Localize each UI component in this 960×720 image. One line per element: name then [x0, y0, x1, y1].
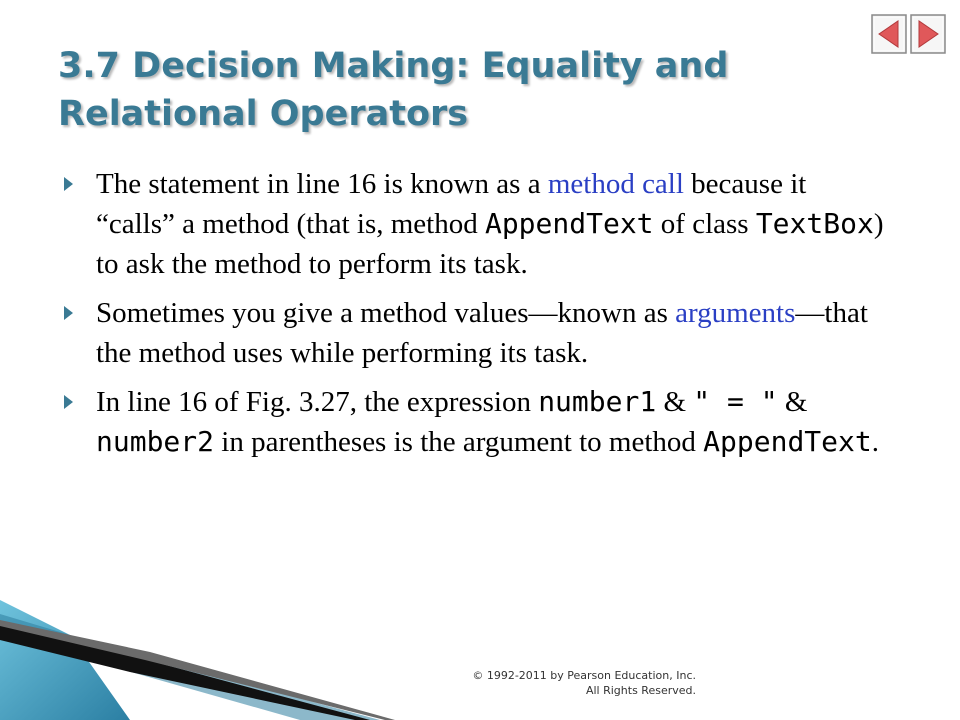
bullet-item [60, 293, 890, 373]
code-appendtext: AppendText [484, 207, 654, 240]
bullet-text: & [656, 386, 694, 418]
bullet-item [60, 382, 890, 462]
copyright-notice [420, 668, 696, 698]
bullet-text: In line 16 of Fig. 3.27, the expression [96, 386, 539, 418]
title-line-2: Relational Operators [58, 94, 469, 134]
copyright-line-1: © 1992-2011 by Pearson Education, Inc. [472, 669, 696, 682]
bullet-text: ) to ask the method to perform its task. [96, 208, 884, 280]
code-number2: number2 [96, 425, 215, 458]
bullet-item [60, 164, 890, 284]
bullet-text: . [871, 426, 879, 458]
term-method-call: method call [547, 168, 684, 200]
left-triangle-icon [871, 14, 907, 54]
bullet-text: because it “calls” a method (that is, method [96, 168, 807, 240]
slide-title [58, 42, 858, 138]
previous-slide-button[interactable] [871, 14, 907, 54]
code-string-literal: " = " [693, 385, 778, 418]
title-line-1: 3.7 Decision Making: Equality and [58, 46, 729, 86]
term-arguments: arguments [675, 297, 796, 329]
bullet-text: of class [653, 208, 756, 240]
bullet-text: & [777, 386, 808, 418]
bullet-arrow-icon [64, 306, 73, 320]
bullet-text: Sometimes you give a method values—known as [96, 297, 676, 329]
bullet-list [60, 164, 890, 471]
code-number1: number1 [538, 385, 657, 418]
code-appendtext: AppendText [703, 425, 872, 458]
decorative-wave-graphic [0, 580, 400, 720]
bullet-text: —that the method uses while performing its task. [96, 297, 868, 369]
bullet-arrow-icon [64, 395, 73, 409]
right-triangle-icon [910, 14, 946, 54]
bullet-text: in parentheses is the argument to method [214, 426, 704, 458]
code-textbox: TextBox [755, 207, 874, 240]
next-slide-button[interactable] [910, 14, 946, 54]
copyright-line-2: All Rights Reserved. [585, 684, 696, 697]
bullet-arrow-icon [64, 177, 73, 191]
bullet-text: The statement in line 16 is known as a [96, 168, 548, 200]
